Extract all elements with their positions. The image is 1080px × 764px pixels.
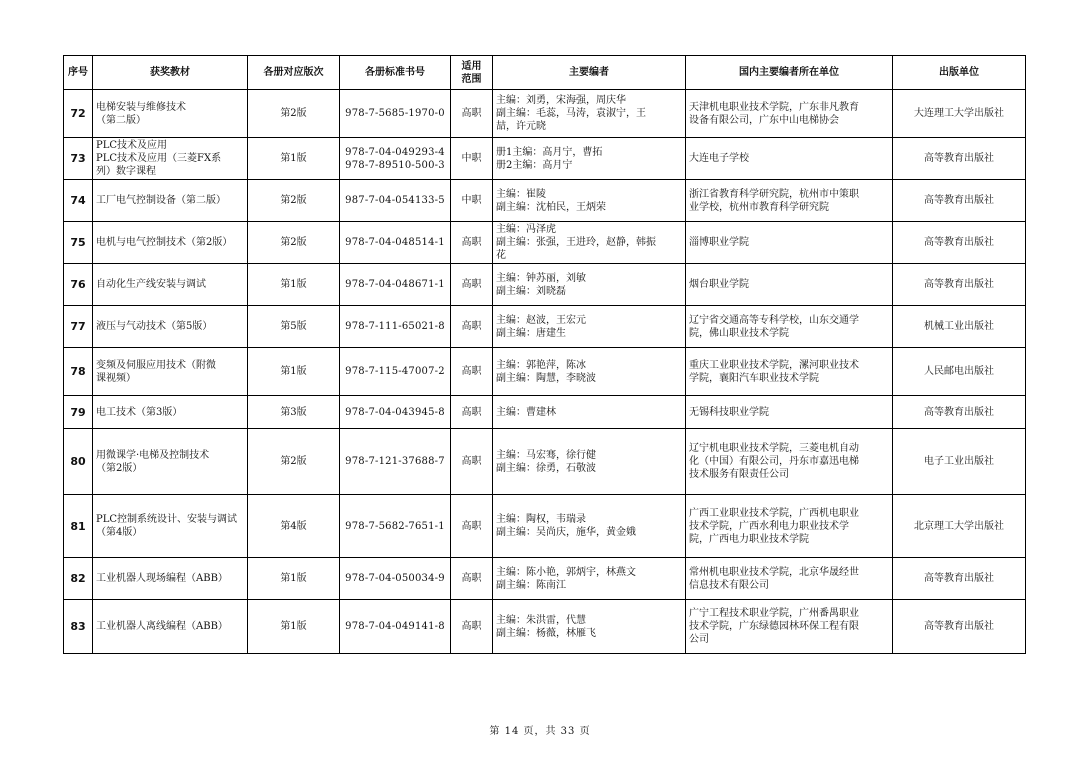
- edition-cell: [248, 180, 340, 222]
- units-cell-line: 浙江省教育科学研究院，杭州市中策职: [689, 188, 859, 200]
- textbook-title-line: 课视频）: [96, 372, 136, 384]
- scope-cell: 高职: [451, 396, 493, 429]
- editors-cell-line: 副主编：徐勇，石敬波: [496, 462, 596, 474]
- textbook-title: [93, 348, 248, 396]
- units-cell: [686, 138, 893, 180]
- edition-cell: [248, 306, 340, 348]
- editors-cell-line: 主编：郭艳萍，陈冰: [496, 359, 586, 371]
- publisher-cell: 高等教育出版社: [893, 600, 1026, 654]
- editors-cell-line: 副主编：毛蕊，马涛，袁淑宁，王: [496, 108, 646, 119]
- publisher-cell: 高等教育出版社: [893, 138, 1026, 180]
- row-number: 81: [64, 495, 93, 558]
- editors-cell: [493, 396, 686, 429]
- table-row: [64, 558, 1026, 600]
- table-header-row: [64, 56, 1026, 90]
- row-number: 78: [64, 348, 93, 396]
- isbn-cell: [340, 264, 451, 306]
- edition-cell: [248, 138, 340, 180]
- col-header-scope: [451, 56, 493, 90]
- textbook-title-line: （第4版）: [96, 527, 143, 538]
- table-row: [64, 495, 1026, 558]
- textbook-title: [93, 222, 248, 264]
- units-cell: [686, 348, 893, 396]
- isbn-cell: [340, 429, 451, 495]
- textbook-title: [93, 495, 248, 558]
- editors-cell: [493, 429, 686, 495]
- edition-cell-line: 第2版: [280, 108, 307, 119]
- isbn-cell: [340, 396, 451, 429]
- units-cell-line: 重庆工业职业技术学院，漯河职业技术: [689, 359, 859, 371]
- editors-cell-line: 副主编：沈柏民，王炳荣: [496, 201, 606, 213]
- textbook-title-line: PLC控制系统设计、安装与调试: [96, 514, 238, 525]
- publisher-cell: 高等教育出版社: [893, 396, 1026, 429]
- edition-cell-line: 第1版: [280, 573, 307, 584]
- textbook-title-line: 工业机器人离线编程（ABB）: [96, 621, 228, 632]
- col-header-editors: 主要编者: [493, 56, 686, 90]
- publisher-cell: 高等教育出版社: [893, 558, 1026, 600]
- editors-cell-line: 副主编：吴尚庆，施华，黄金娥: [496, 527, 636, 538]
- textbook-title-line: 用微课学·电梯及控制技术: [96, 449, 210, 461]
- units-cell: [686, 495, 893, 558]
- units-cell: [686, 306, 893, 348]
- row-number: 83: [64, 600, 93, 654]
- col-header-isbn: 各册标准书号: [340, 56, 451, 90]
- isbn-cell: [340, 90, 451, 138]
- col-header-publisher: 出版单位: [893, 56, 1026, 90]
- edition-cell: [248, 348, 340, 396]
- publisher-cell: 人民邮电出版社: [893, 348, 1026, 396]
- table-row: [64, 90, 1026, 138]
- edition-cell-line: 第1版: [280, 153, 307, 164]
- scope-cell: 高职: [451, 558, 493, 600]
- edition-cell-line: 第1版: [280, 366, 307, 377]
- units-cell: [686, 264, 893, 306]
- isbn-cell-line: 978-7-5682-7651-1: [345, 520, 445, 532]
- units-cell-line: 业学校，杭州市教育科学研究院: [689, 201, 829, 213]
- table-row: [64, 600, 1026, 654]
- textbook-title-line: （第二版）: [96, 114, 146, 126]
- isbn-cell: [340, 222, 451, 264]
- isbn-cell-line: 978-7-111-65021-8: [345, 321, 445, 332]
- units-cell-line: 辽宁省交通高等专科学校，山东交通学: [689, 314, 859, 326]
- textbook-title: [93, 396, 248, 429]
- edition-cell: [248, 90, 340, 138]
- textbook-title: [93, 558, 248, 600]
- row-number: 72: [64, 90, 93, 138]
- scope-cell: 高职: [451, 495, 493, 558]
- row-number: 73: [64, 138, 93, 180]
- isbn-cell-line: 978-7-04-049141-8: [345, 621, 445, 632]
- edition-cell-line: 第2版: [280, 237, 307, 248]
- scope-cell: 高职: [451, 222, 493, 264]
- units-cell-line: 院，广西电力职业技术学院: [689, 533, 809, 545]
- isbn-cell: [340, 348, 451, 396]
- table-row: [64, 138, 1026, 180]
- textbook-title: [93, 180, 248, 222]
- textbook-title-line: 电机与电气控制技术（第2版）: [96, 237, 233, 248]
- editors-cell: [493, 180, 686, 222]
- editors-cell-line: 主编：刘勇，宋海强，周庆华: [496, 95, 626, 106]
- publisher-cell: 高等教育出版社: [893, 264, 1026, 306]
- units-cell-line: 辽宁机电职业技术学院，三菱电机自动: [689, 443, 859, 454]
- editors-cell-line: 副主编：陶慧，李晓波: [496, 372, 596, 384]
- units-cell-line: 广宁工程技术职业学院，广州番禺职业: [689, 608, 859, 619]
- editors-cell-line: 主编：赵波，王宏元: [496, 314, 586, 326]
- textbook-title-line: 自动化生产线安装与调试: [96, 279, 206, 290]
- editors-cell-line: 喆，许元晓: [496, 121, 546, 132]
- row-number: 75: [64, 222, 93, 264]
- units-cell: [686, 429, 893, 495]
- edition-cell: [248, 396, 340, 429]
- scope-cell: 高职: [451, 429, 493, 495]
- editors-cell-line: 副主编：刘晓磊: [496, 285, 566, 297]
- units-cell-line: 技术学院，广东绿德园林环保工程有限: [689, 621, 859, 632]
- units-cell-line: 常州机电职业技术学院，北京华晟经世: [689, 566, 859, 578]
- isbn-cell-line: 978-7-5685-1970-0: [345, 108, 445, 119]
- col-header-no: 序号: [64, 56, 93, 90]
- textbook-title-line: 列）数字课程: [96, 166, 156, 177]
- row-number: 77: [64, 306, 93, 348]
- table-row: [64, 348, 1026, 396]
- col-header-units: 国内主要编者所在单位: [686, 56, 893, 90]
- edition-cell-line: 第1版: [280, 279, 307, 290]
- isbn-cell-line: 978-7-04-048671-1: [345, 279, 445, 290]
- table-row: [64, 264, 1026, 306]
- isbn-cell-line: 978-7-121-37688-7: [345, 456, 445, 467]
- textbook-title: [93, 600, 248, 654]
- isbn-cell-line: 978-7-04-049293-4: [345, 146, 445, 158]
- units-cell-line: 公司: [689, 634, 709, 645]
- scope-cell: 高职: [451, 90, 493, 138]
- textbook-title: [93, 264, 248, 306]
- edition-cell-line: 第3版: [280, 406, 307, 418]
- isbn-cell: [340, 306, 451, 348]
- editors-cell: [493, 306, 686, 348]
- publisher-cell: 高等教育出版社: [893, 222, 1026, 264]
- textbook-title-line: 工业机器人现场编程（ABB）: [96, 573, 228, 584]
- edition-cell: [248, 558, 340, 600]
- edition-cell-line: 第2版: [280, 456, 307, 467]
- edition-cell: [248, 222, 340, 264]
- isbn-cell-line: 978-7-89510-500-3: [345, 159, 445, 171]
- editors-cell: [493, 222, 686, 264]
- units-cell: [686, 222, 893, 264]
- isbn-cell-line: 987-7-04-054133-5: [345, 195, 445, 206]
- editors-cell: [493, 264, 686, 306]
- units-cell-line: 技术学院，广西水利电力职业技术学: [689, 520, 849, 532]
- textbook-title: [93, 138, 248, 180]
- page-footer: 第 14 页，共 33 页: [489, 726, 591, 737]
- textbook-title-line: 电工技术（第3版）: [96, 406, 183, 418]
- editors-cell: [493, 138, 686, 180]
- units-cell-line: 淄博职业学院: [689, 237, 749, 248]
- col-header-title: 获奖教材: [93, 56, 248, 90]
- textbook-title: [93, 90, 248, 138]
- edition-cell-line: 第1版: [280, 621, 307, 632]
- editors-cell-line: 册2主编：高月宁: [496, 159, 573, 171]
- publisher-cell: 北京理工大学出版社: [893, 495, 1026, 558]
- edition-cell-line: 第2版: [280, 195, 307, 206]
- units-cell-line: 院，佛山职业技术学院: [689, 327, 789, 339]
- table-body: [64, 90, 1026, 654]
- isbn-cell-line: 978-7-04-050034-9: [345, 573, 445, 584]
- units-cell: [686, 90, 893, 138]
- col-header-edition: 各册对应版次: [248, 56, 340, 90]
- textbook-title-line: （第2版）: [96, 462, 143, 474]
- editors-cell-line: 主编：崔陵: [496, 188, 546, 200]
- edition-cell: [248, 429, 340, 495]
- units-cell-line: 大连电子学校: [689, 153, 749, 164]
- units-cell-line: 烟台职业学院: [689, 279, 749, 290]
- textbook-title-line: PLC技术及应用（三菱FX系: [96, 153, 222, 164]
- scope-cell: 高职: [451, 600, 493, 654]
- table-row: [64, 222, 1026, 264]
- editors-cell: [493, 90, 686, 138]
- isbn-cell-line: 978-7-04-043945-8: [345, 406, 445, 418]
- editors-cell-line: 主编：朱洪雷，代慧: [496, 614, 586, 626]
- edition-cell: [248, 495, 340, 558]
- edition-cell: [248, 264, 340, 306]
- units-cell: [686, 558, 893, 600]
- editors-cell-line: 花: [496, 250, 506, 261]
- units-cell-line: 无锡科技职业学院: [689, 406, 769, 418]
- editors-cell: [493, 558, 686, 600]
- isbn-cell: [340, 600, 451, 654]
- isbn-cell-line: 978-7-04-048514-1: [345, 237, 445, 248]
- textbook-title: [93, 306, 248, 348]
- row-number: 79: [64, 396, 93, 429]
- units-cell-line: 信息技术有限公司: [689, 579, 769, 591]
- isbn-cell: [340, 495, 451, 558]
- textbook-title-line: 液压与气动技术（第5版）: [96, 321, 213, 332]
- table-row: [64, 396, 1026, 429]
- publisher-cell: 大连理工大学出版社: [893, 90, 1026, 138]
- units-cell-line: 天津机电职业技术学院，广东非凡教育: [689, 101, 859, 113]
- table-row: [64, 306, 1026, 348]
- editors-cell: [493, 495, 686, 558]
- scope-cell: 高职: [451, 264, 493, 306]
- textbook-title-line: 工厂电气控制设备（第二版）: [96, 195, 226, 206]
- isbn-cell: [340, 138, 451, 180]
- row-number: 82: [64, 558, 93, 600]
- editors-cell-line: 册1主编：高月宁，曹拓: [496, 146, 603, 158]
- table-row: [64, 180, 1026, 222]
- edition-cell-line: 第5版: [280, 321, 307, 332]
- units-cell: [686, 180, 893, 222]
- publisher-cell: 机械工业出版社: [893, 306, 1026, 348]
- units-cell-line: 设备有限公司，广东中山电梯协会: [689, 114, 839, 126]
- editors-cell-line: 主编：陶权，韦瑞录: [496, 514, 586, 525]
- editors-cell-line: 副主编：张强，王进玲，赵静，韩振: [496, 237, 656, 248]
- editors-cell-line: 主编：冯泽虎: [496, 224, 556, 235]
- textbook-title-line: 电梯安装与维修技术: [96, 101, 186, 113]
- publisher-cell: 高等教育出版社: [893, 180, 1026, 222]
- units-cell-line: 广西工业职业技术学院，广西机电职业: [689, 507, 859, 519]
- col-header-scope-text: 适用范围: [461, 60, 482, 85]
- units-cell-line: 化（中国）有限公司，丹东市嘉迅电梯: [689, 456, 859, 467]
- units-cell-line: 技术服务有限责任公司: [689, 469, 789, 480]
- units-cell: [686, 600, 893, 654]
- scope-cell: 中职: [451, 180, 493, 222]
- editors-cell-line: 主编：马宏骞，徐行健: [496, 449, 596, 461]
- row-number: 80: [64, 429, 93, 495]
- isbn-cell: [340, 180, 451, 222]
- edition-cell: [248, 600, 340, 654]
- scope-cell: 高职: [451, 306, 493, 348]
- table-row: [64, 429, 1026, 495]
- scope-cell: 高职: [451, 348, 493, 396]
- units-cell-line: 学院，襄阳汽车职业技术学院: [689, 372, 819, 384]
- editors-cell-line: 主编：陈小艳，郭炳宇，林燕文: [496, 566, 636, 578]
- editors-cell: [493, 600, 686, 654]
- editors-cell-line: 副主编：陈南江: [496, 579, 566, 591]
- editors-cell-line: 主编：钟苏丽，刘敏: [496, 272, 586, 284]
- editors-cell-line: 主编：曹建林: [496, 406, 556, 418]
- editors-cell: [493, 348, 686, 396]
- textbook-title-line: PLC技术及应用: [96, 140, 168, 151]
- row-number: 74: [64, 180, 93, 222]
- units-cell: [686, 396, 893, 429]
- edition-cell-line: 第4版: [280, 520, 307, 532]
- row-number: 76: [64, 264, 93, 306]
- scope-cell: 中职: [451, 138, 493, 180]
- textbook-title: [93, 429, 248, 495]
- textbook-title-line: 变频及伺服应用技术（附微: [96, 359, 216, 371]
- editors-cell-line: 副主编：唐建生: [496, 327, 566, 339]
- publisher-cell: 电子工业出版社: [893, 429, 1026, 495]
- awards-table: [63, 55, 1026, 654]
- editors-cell-line: 副主编：杨薇，林雁飞: [496, 627, 596, 639]
- isbn-cell: [340, 558, 451, 600]
- isbn-cell-line: 978-7-115-47007-2: [345, 366, 445, 377]
